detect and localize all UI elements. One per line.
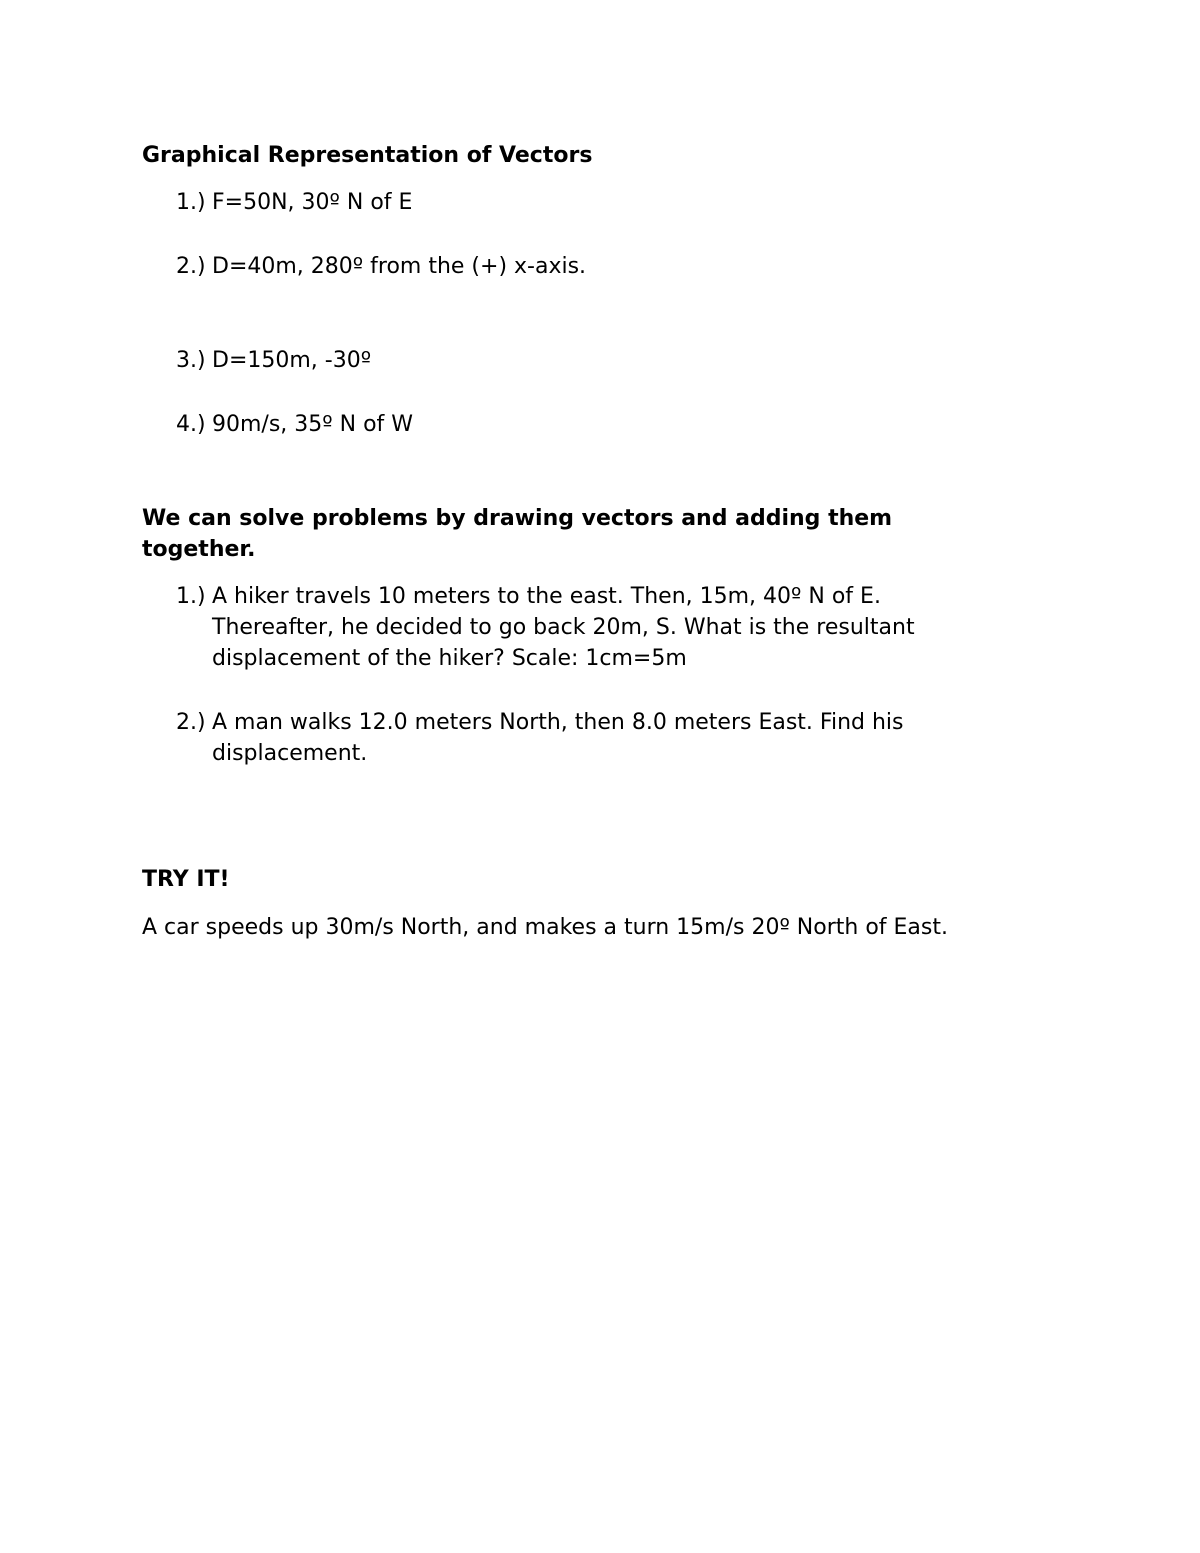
list-text: D=40m, 280º from the (+) x-axis. — [212, 254, 587, 279]
list-number: 1.) — [176, 584, 206, 609]
list-item — [176, 187, 1006, 218]
list-item — [176, 581, 976, 674]
list-text: D=150m, -30º — [212, 348, 372, 373]
list-text: A man walks 12.0 meters North, then 8.0 meters East. Find his displacement. — [212, 710, 904, 766]
list-number: 3.) — [176, 348, 206, 373]
section-title-graphical-representation: Graphical Representation of Vectors — [142, 143, 593, 168]
list-number: 1.) — [176, 190, 206, 215]
list-text: F=50N, 30º N of E — [212, 190, 413, 215]
section-title-try-it: TRY IT! — [142, 867, 230, 892]
list-item — [176, 251, 1006, 282]
list-number: 4.) — [176, 412, 206, 437]
list-text: A hiker travels 10 meters to the east. Then, 15m, 40º N of E. Thereafter, he decided to go back 20m, S. What is the resultant displacement of the hiker? Scale: 1cm=5m — [212, 584, 915, 671]
section-title-solve-problems: We can solve problems by drawing vectors and adding them together. — [142, 506, 893, 562]
list-number: 2.) — [176, 710, 206, 735]
list-number: 2.) — [176, 254, 206, 279]
try-it-problem-text: A car speeds up 30m/s North, and makes a turn 15m/s 20º North of East. — [142, 915, 948, 940]
list-item — [176, 345, 1006, 376]
list-text: 90m/s, 35º N of W — [212, 412, 414, 437]
list-item — [176, 707, 976, 769]
list-item — [176, 409, 1006, 440]
